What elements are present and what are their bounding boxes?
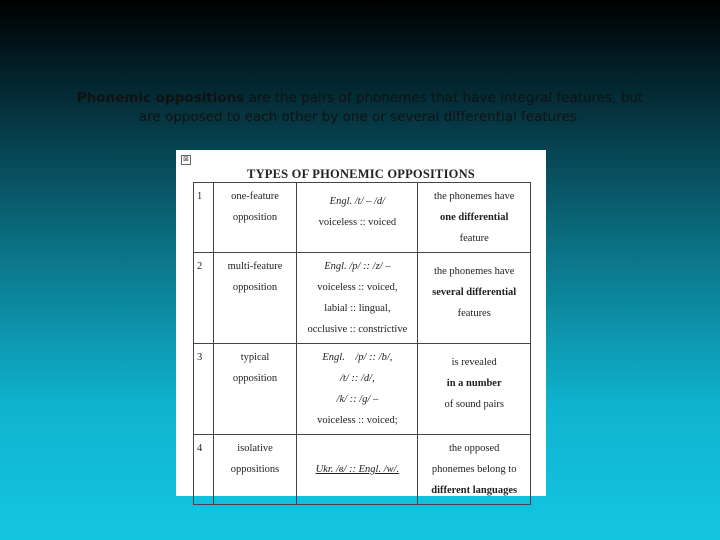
opposition-example: Engl. /t/ – /d/ voiceless :: voiced (297, 183, 418, 253)
opposition-example: Engl. /p/ :: /b/, /t/ :: /d/, /k/ :: /g/ – voiceless :: voiced; (297, 344, 418, 435)
opposition-name: isolative oppositions (213, 435, 297, 505)
intro-term: Phonemic oppositions (76, 90, 245, 106)
opposition-description: the phonemes have one differential feature (418, 183, 531, 253)
table-row (194, 183, 531, 253)
row-number: 1 (194, 183, 214, 253)
opposition-description: the phonemes have several differential features (418, 253, 531, 344)
table-row (194, 253, 531, 344)
row-number: 4 (194, 435, 214, 505)
table-row (194, 435, 531, 505)
opposition-name: multi-feature opposition (213, 253, 297, 344)
opposition-name: typical opposition (213, 344, 297, 435)
opposition-description: the opposed phonemes belong to different languages (418, 435, 531, 505)
opposition-example: Engl. /p/ :: /z/ – voiceless :: voiced, labial :: lingual, occlusive :: constrictive (297, 253, 418, 344)
intro-rest-line2: are opposed to each other by one or several differential features. (138, 109, 582, 125)
table-row (194, 344, 531, 435)
oppositions-figure (176, 150, 546, 496)
row-number: 3 (194, 344, 214, 435)
figure-title: TYPES OF PHONEMIC OPPOSITIONS (247, 167, 475, 181)
opposition-example: Ukr. /в/ :: Engl. /w/. (297, 435, 418, 505)
opposition-name: one-feature opposition (213, 183, 297, 253)
oppositions-table (193, 182, 531, 505)
table-move-handle-icon: ⊠ (181, 155, 191, 165)
row-number: 2 (194, 253, 214, 344)
intro-text (40, 89, 680, 127)
opposition-description: is revealed in a number of sound pairs (418, 344, 531, 435)
intro-rest-line1: are the pairs of phonemes that have integral features, but (244, 90, 644, 106)
